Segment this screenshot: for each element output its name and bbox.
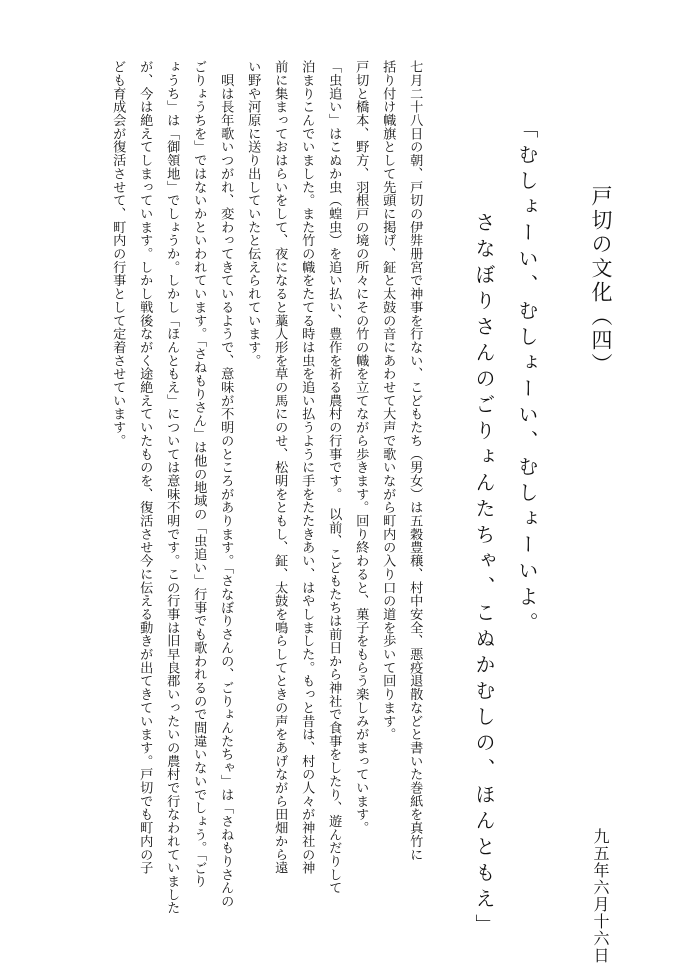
body-text-line: 泊まりこんでいました。また竹の幟をたてる時は虫を追い払うように手をたたきあい、はやしました。もっと昔は、村の人々が神社の神: [299, 60, 315, 875]
body-text-line: 唄は長年歌いつがれ、変わってきているようで、意味が不明のところがあります。「さなぼりさんの、ごりょんたちゃ」は「さねもりさんの: [218, 60, 234, 908]
verse-line: さなぼりさんのごりょんたちゃ、こぬかむしの、ほんともえ」: [472, 212, 496, 940]
body-text-line: ども育成会が復活させて、町内の行事として定着させています。: [110, 60, 126, 448]
body-text-line: 七月二十八日の朝、戸切の伊弉册宮で神事を行ない、こどもたち（男女）は五穀豊穣、村中安全、悪疫退散などと書いた巻紙を真竹に: [407, 60, 423, 861]
body-text-line: 括り付け幟旗として先頭に掲げ、鉦と太鼓の音にあわせて大声で歌いながら町内の入り口の道を歩いて回ります。: [380, 60, 396, 741]
body-text-line: い野や河原に送り出していたと伝えられています。: [245, 60, 261, 368]
body-text-line: ょうち」は「御領地」でしょうか。しかし「ほんともえ」については意味不明です。この行事は旧早良郡いったいの農村で行なわれていました: [164, 60, 180, 915]
body-text-line: 戸切と橋本、野方、羽根戸の境の所々にその竹の幟を立てながら歩きます。回り終わると、菓子をもらう楽しみがまっています。: [353, 60, 369, 835]
body-text-line: 「虫追い」はこぬか虫（蝗虫）を追い払い、豊作を祈る農村の行事です。 以前、こどもたちは前日から神社で食事をしたり、遊んだりして: [326, 60, 342, 895]
verse-line: 「むしょーい、むしょーい、むしょーいよ。: [515, 118, 539, 638]
body-text-line: ごりょうちを」ではないかといわれています。「さねもりさん」は他の地域の「虫追い」行事でも歌われるので間違いないでしょう。「ごり: [191, 60, 207, 888]
document-date: 九五年六月十六日: [591, 828, 610, 964]
body-text-line: 前に集まっておはらいをして、夜になると藁人形を草の馬にのせ、松明をともし、鉦、太鼓を鳴らしてときの声をあげながら田畑から遠: [272, 60, 288, 875]
body-text-line: が、今は絶えてしまっています。しかし戦後ながく途絶えていたものを、復活させ今に伝える動きが出てきています。戸切でも町内の子: [137, 60, 153, 875]
document-title: 戸切の文化（四）: [589, 185, 613, 377]
